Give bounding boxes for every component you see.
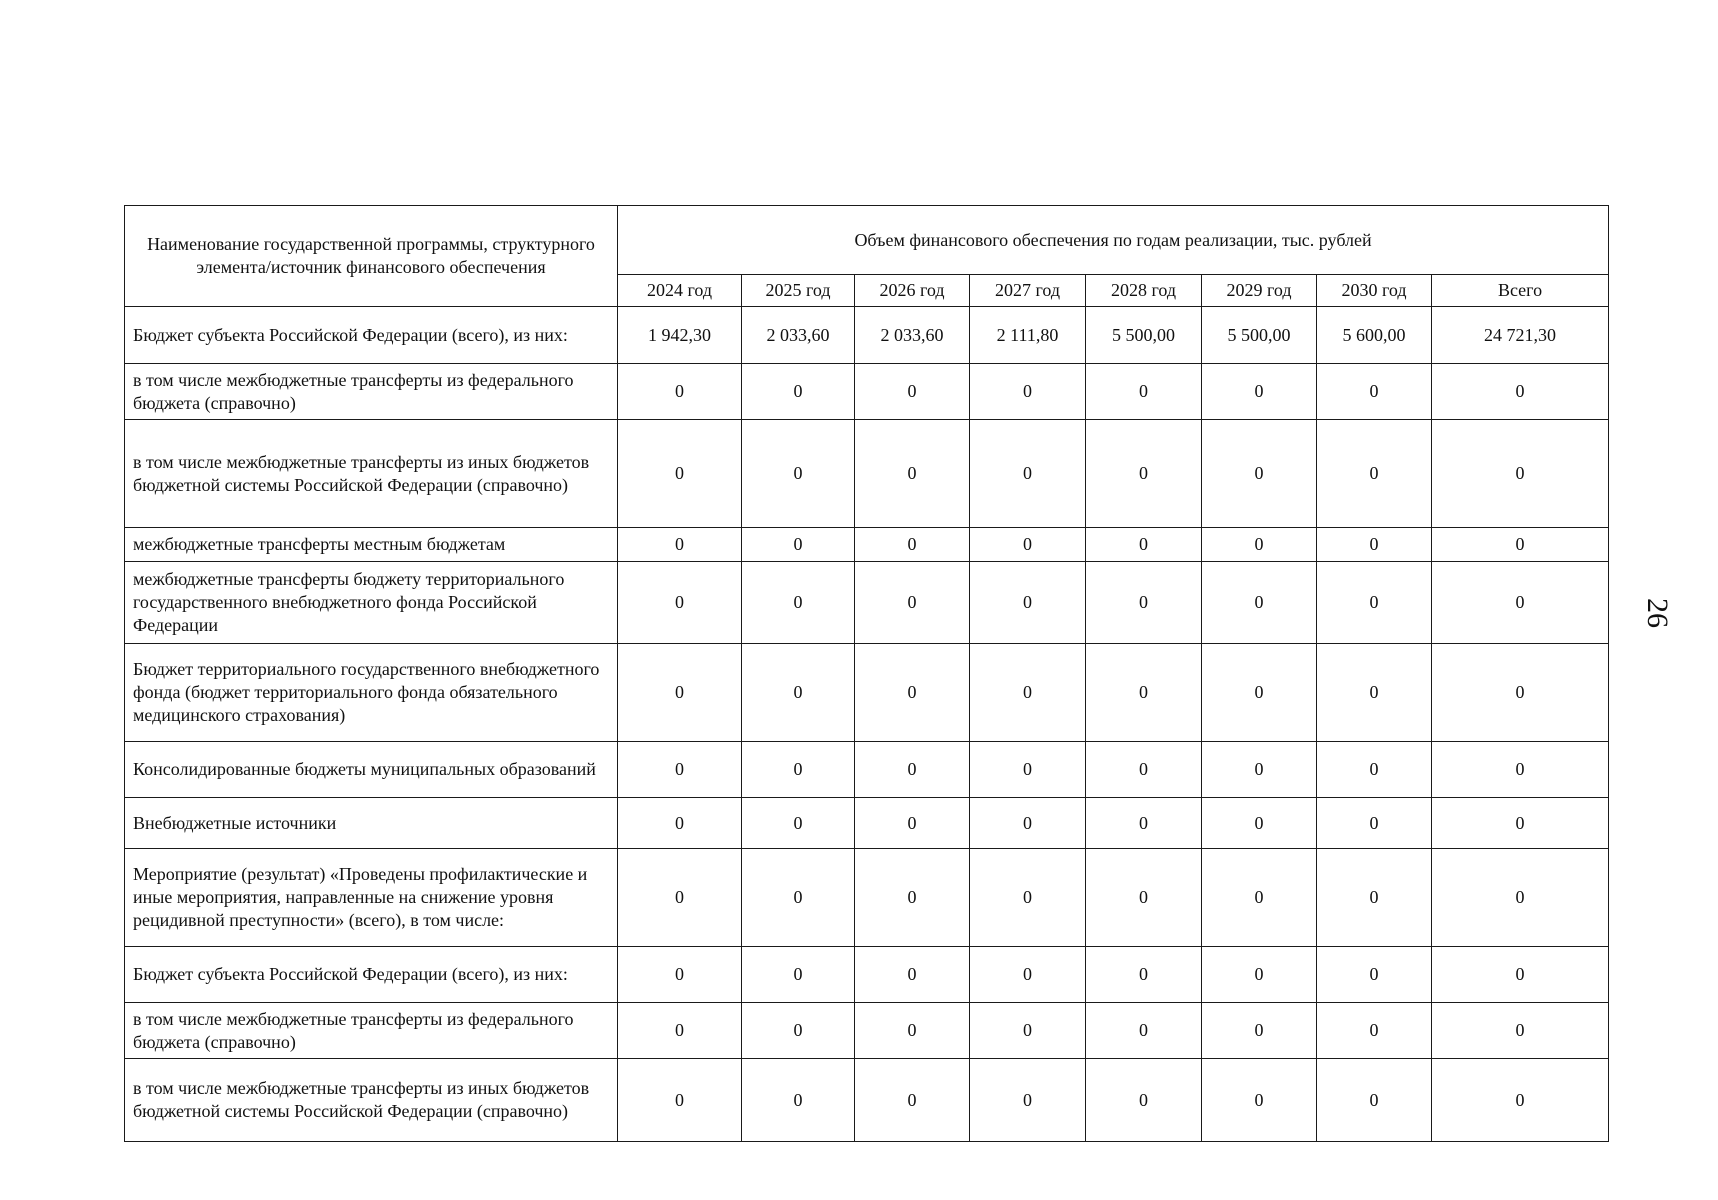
cell-value: 0 [742, 1059, 855, 1142]
row-label: Бюджет субъекта Российской Федерации (всего), из них: [125, 947, 618, 1003]
cell-value: 0 [970, 562, 1086, 644]
cell-value: 0 [855, 644, 970, 742]
cell-value: 0 [1202, 742, 1317, 798]
table-row [125, 364, 1609, 420]
cell-value: 0 [1317, 798, 1432, 849]
row-label: в том числе межбюджетные трансферты из федерального бюджета (справочно) [125, 1003, 618, 1059]
cell-value: 0 [1086, 644, 1202, 742]
row-label: Внебюджетные источники [125, 798, 618, 849]
cell-total: 0 [1432, 562, 1609, 644]
cell-value: 0 [618, 528, 742, 562]
cell-value: 0 [618, 742, 742, 798]
cell-value: 0 [1317, 644, 1432, 742]
cell-value: 0 [742, 364, 855, 420]
cell-total: 0 [1432, 420, 1609, 528]
cell-total: 0 [1432, 798, 1609, 849]
financing-table [124, 205, 1609, 1142]
cell-value: 1 942,30 [618, 307, 742, 364]
table-row [125, 798, 1609, 849]
table-row [125, 420, 1609, 528]
cell-value: 0 [742, 420, 855, 528]
cell-value: 0 [618, 798, 742, 849]
cell-value: 0 [855, 947, 970, 1003]
page-number: 26 [1641, 598, 1674, 628]
row-label: Мероприятие (результат) «Проведены профилактические и иные мероприятия, направленные на снижение уровня рецидивной преступности» (всего), в том числе: [125, 849, 618, 947]
cell-value: 0 [618, 562, 742, 644]
cell-value: 0 [1317, 849, 1432, 947]
cell-value: 0 [742, 528, 855, 562]
cell-value: 0 [970, 1059, 1086, 1142]
year-header: 2028 год [1086, 275, 1202, 307]
table-row [125, 849, 1609, 947]
cell-value: 0 [1202, 798, 1317, 849]
cell-value: 0 [855, 420, 970, 528]
cell-value: 0 [742, 562, 855, 644]
cell-total: 24 721,30 [1432, 307, 1609, 364]
year-header: 2024 год [618, 275, 742, 307]
cell-value: 0 [970, 528, 1086, 562]
year-header: 2030 год [1317, 275, 1432, 307]
cell-value: 0 [1086, 364, 1202, 420]
cell-total: 0 [1432, 742, 1609, 798]
row-label: в том числе межбюджетные трансферты из иных бюджетов бюджетной системы Российской Федерации (справочно) [125, 1059, 618, 1142]
cell-value: 0 [1317, 420, 1432, 528]
cell-value: 0 [1086, 798, 1202, 849]
cell-value: 0 [855, 742, 970, 798]
row-label: межбюджетные трансферты бюджету территориального государственного внебюджетного фонда Российской Федерации [125, 562, 618, 644]
cell-total: 0 [1432, 528, 1609, 562]
table-row [125, 742, 1609, 798]
year-header: 2029 год [1202, 275, 1317, 307]
table-row [125, 528, 1609, 562]
cell-value: 0 [618, 364, 742, 420]
cell-value: 0 [1317, 1059, 1432, 1142]
cell-value: 0 [1317, 528, 1432, 562]
cell-total: 0 [1432, 1059, 1609, 1142]
cell-value: 0 [1202, 849, 1317, 947]
total-header: Всего [1432, 275, 1609, 307]
cell-value: 0 [618, 947, 742, 1003]
cell-value: 0 [1202, 644, 1317, 742]
cell-value: 0 [618, 644, 742, 742]
name-column-header: Наименование государственной программы, структурного элемента/источник финансового обеспечения [125, 206, 618, 307]
cell-value: 0 [855, 562, 970, 644]
cell-total: 0 [1432, 1003, 1609, 1059]
cell-value: 0 [742, 798, 855, 849]
cell-value: 0 [742, 947, 855, 1003]
table-row [125, 1003, 1609, 1059]
year-header: 2027 год [970, 275, 1086, 307]
row-label: в том числе межбюджетные трансферты из иных бюджетов бюджетной системы Российской Федерации (справочно) [125, 420, 618, 528]
cell-value: 0 [1317, 364, 1432, 420]
cell-value: 0 [970, 644, 1086, 742]
cell-value: 0 [618, 1059, 742, 1142]
cell-total: 0 [1432, 644, 1609, 742]
cell-value: 0 [742, 644, 855, 742]
row-label: Консолидированные бюджеты муниципальных образований [125, 742, 618, 798]
volume-header: Объем финансового обеспечения по годам реализации, тыс. рублей [618, 206, 1609, 275]
table-row [125, 947, 1609, 1003]
cell-value: 0 [970, 742, 1086, 798]
cell-value: 5 500,00 [1202, 307, 1317, 364]
header-row [125, 206, 1609, 275]
cell-value: 0 [1202, 364, 1317, 420]
cell-value: 0 [618, 420, 742, 528]
cell-value: 0 [742, 849, 855, 947]
cell-value: 0 [618, 1003, 742, 1059]
cell-value: 0 [1086, 528, 1202, 562]
cell-value: 2 111,80 [970, 307, 1086, 364]
cell-value: 0 [742, 742, 855, 798]
cell-value: 5 500,00 [1086, 307, 1202, 364]
table-row [125, 307, 1609, 364]
cell-total: 0 [1432, 947, 1609, 1003]
cell-value: 2 033,60 [742, 307, 855, 364]
cell-value: 0 [970, 420, 1086, 528]
cell-value: 0 [1202, 1059, 1317, 1142]
cell-value: 0 [855, 1003, 970, 1059]
cell-value: 0 [1086, 947, 1202, 1003]
row-label: Бюджет субъекта Российской Федерации (всего), из них: [125, 307, 618, 364]
year-header: 2026 год [855, 275, 970, 307]
cell-value: 2 033,60 [855, 307, 970, 364]
cell-value: 0 [1317, 562, 1432, 644]
cell-value: 0 [1086, 562, 1202, 644]
cell-value: 0 [1086, 849, 1202, 947]
cell-value: 0 [855, 1059, 970, 1142]
cell-total: 0 [1432, 364, 1609, 420]
table-row [125, 644, 1609, 742]
cell-value: 0 [970, 849, 1086, 947]
cell-value: 0 [1202, 420, 1317, 528]
cell-value: 0 [1202, 528, 1317, 562]
cell-value: 5 600,00 [1317, 307, 1432, 364]
cell-value: 0 [855, 364, 970, 420]
row-label: Бюджет территориального государственного внебюджетного фонда (бюджет территориального фонда обязательного медицинского страхования) [125, 644, 618, 742]
cell-value: 0 [618, 849, 742, 947]
cell-value: 0 [1086, 1003, 1202, 1059]
year-header: 2025 год [742, 275, 855, 307]
cell-value: 0 [970, 364, 1086, 420]
cell-value: 0 [970, 1003, 1086, 1059]
cell-value: 0 [855, 798, 970, 849]
cell-value: 0 [1202, 562, 1317, 644]
row-label: межбюджетные трансферты местным бюджетам [125, 528, 618, 562]
cell-value: 0 [742, 1003, 855, 1059]
cell-value: 0 [1317, 742, 1432, 798]
cell-value: 0 [1317, 1003, 1432, 1059]
table-row [125, 562, 1609, 644]
cell-value: 0 [1317, 947, 1432, 1003]
cell-value: 0 [1202, 947, 1317, 1003]
cell-value: 0 [1086, 1059, 1202, 1142]
cell-value: 0 [855, 528, 970, 562]
cell-value: 0 [1202, 1003, 1317, 1059]
cell-value: 0 [1086, 742, 1202, 798]
cell-value: 0 [970, 798, 1086, 849]
cell-total: 0 [1432, 849, 1609, 947]
row-label: в том числе межбюджетные трансферты из федерального бюджета (справочно) [125, 364, 618, 420]
cell-value: 0 [970, 947, 1086, 1003]
cell-value: 0 [855, 849, 970, 947]
cell-value: 0 [1086, 420, 1202, 528]
table-row [125, 1059, 1609, 1142]
